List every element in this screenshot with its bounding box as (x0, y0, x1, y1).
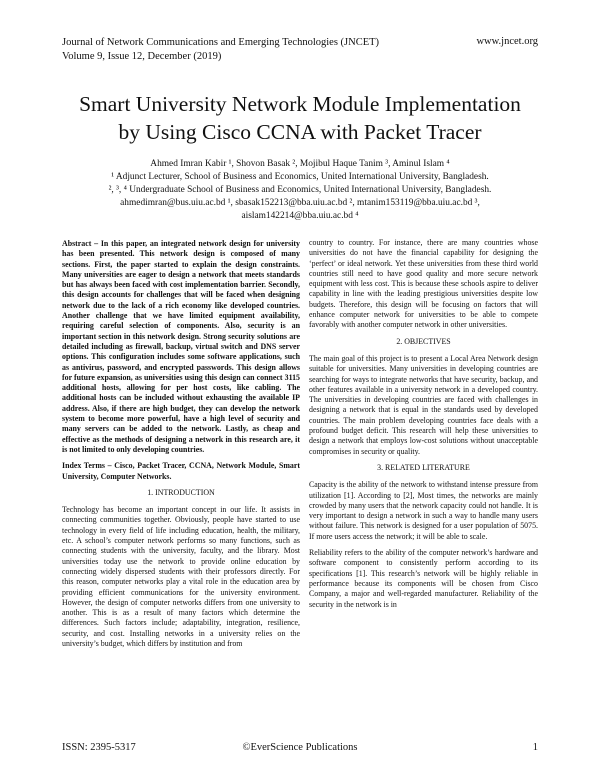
journal-volume: Volume 9, Issue 12, December (2019) (62, 51, 222, 62)
author-emails-2[interactable]: aislam142214@bba.uiu.ac.bd ⁴ (241, 211, 359, 221)
index-terms: Index Terms – Cisco, Packet Tracer, CCNA, Network Module, Smart University, Computer Networks. (62, 461, 300, 481)
author-names: Ahmed Imran Kabir ¹, Shovon Basak ², Mojibul Haque Tanim ³, Aminul Islam ⁴ (150, 159, 450, 169)
affiliation-1: ¹ Adjunct Lecturer, School of Business and Economics, United International University, Bangladesh. (111, 172, 489, 182)
related-literature-paragraph-2: Reliability refers to the ability of the computer network’s hardware and software component to consistently perform according to its specifications [1]. This research’s network will be highly reliable in performance because its components will be chosen from Cisco Company, a major and well-regarded manufacturer. Reliability of the security in the network is in (309, 548, 538, 609)
introduction-paragraph-continued: country to country. For instance, there are many countries whose universities do not have the financial capability for designing the ‘perfect’ or ideal network. Yet these universities from these third world countries still need to have good quality and more secure network equipment with less cost. This is because these schools aspire to deliver capability in line with the leading prestigious universities despite low budgets. Therefore, this design will be focusing on factors that will enhance computer network for universities to be able to compete favorably with another computer network in other universities. (309, 238, 538, 330)
footer-publisher: ©EverScience Publications (242, 742, 358, 753)
section-heading-related-literature: 3. RELATED LITERATURE (377, 462, 470, 472)
journal-name: Journal of Network Communications and Emerging Technologies (JNCET) (62, 37, 380, 48)
title-line-1: Smart University Network Module Implementation (79, 92, 521, 116)
introduction-paragraph: Technology has become an important concept in our life. It assists in connecting communities together. Obviously, people have started to use technology in every field of life including education, health, the military, etc. A school’s computer network performs so many functions, such as connecting students with the university, faculty, and the library. Most universities today use the network to provide online education by connecting widely dispersed students with their professors directly. For this reason, computer networks play a vital role in the education area by providing efficient communications for the university environment. However, the design of computer networks differs from one university to another. This is as a result of many factors which determine the differences. Such factors include; adaptability, integration, resilience, security, and cost. Installing networks in a university relies on the university’s budget, which differs by institution and from (62, 505, 300, 648)
left-column (62, 239, 300, 655)
title-line-2: by Using Cisco CCNA with Packet Tracer (118, 120, 482, 144)
section-heading-objectives: 2. OBJECTIVES (396, 336, 451, 346)
affiliation-2: ², ³, ⁴ Undergraduate School of Business and Economics, United International University, Bangladesh. (108, 185, 492, 195)
objectives-paragraph: The main goal of this project is to present a Local Area Network design suitable for universities. Many universities in developing countries are searching for ways to integrate networks that have security, backup, and other features available in a university network in a developed country. The universities in developing countries are faced with challenges in designing a network that is equal in the standards used by developed countries. The main problem developing countries face deals with a profound budget deficit. This research will help these universities to design a network that employs low-cost solutions without unacceptable compromises in security or quality. (309, 353, 538, 456)
footer-issn: ISSN: 2395-5317 (62, 742, 136, 753)
journal-header (62, 36, 379, 64)
right-column (309, 238, 538, 616)
related-literature-paragraph-1: Capacity is the ability of the network to withstand intense pressure from utilization [1]. According to [2], Most times, the networks are mainly crowded by many users that the network capacity could not handle. It is very important to design a network in such a way to handle many users without failure. This network is designed for a user population of 5075. If more users access the network; it will be able to scale. (309, 480, 538, 541)
author-emails-1[interactable]: ahmedimran@bus.uiu.ac.bd ¹, sbasak152213@bba.uiu.ac.bd ², mtanim153119@bba.uiu.ac.bd ³, (120, 198, 480, 208)
author-block (40, 158, 560, 223)
section-heading-introduction: 1. INTRODUCTION (147, 487, 215, 497)
paper-title (40, 90, 560, 146)
journal-website[interactable]: www.jncet.org (476, 36, 538, 47)
abstract: Abstract – In this paper, an integrated network design for university has been presented. This network design is composed of many sections. First, the paper started to explain the design constraints. Many universities are eager to design a network that meets standards but has always been faced with cost implementation barrier. Secondly, this design accounts for challenges that will be faced when designing network due to the lack of a rich economy like developed countries. Another challenge that we have limited equipment availability, requiring careful selection of components. Also, security is an important section in this network design. Strong security solutions are detailed including as firewall, backup, virtual switch and DNS server options. This configuration includes some software applications, such as antivirus, password, and encrypted passwords. This design allows for future expansion, as universities using this design can connect 3115 additional hosts, allowing for per host costs, like cabling. The additional hosts can be included without exhausting the available IP address. Also, if there are high budget, they can develop the network system to become more powerful, have a high level of security and many servers can be added to the network. Lastly, as cheap and effective as the methods of designing a network in this research are, it is not limited to only developing countries. (62, 239, 300, 454)
page-number: 1 (532, 742, 538, 753)
